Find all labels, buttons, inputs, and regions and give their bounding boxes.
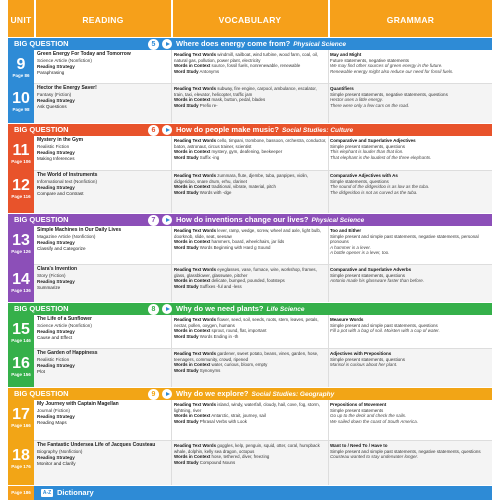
reading-strategy: Compare and Contrast (37, 190, 84, 196)
unit-row (8, 441, 492, 485)
grammar-example: Marisol is curious about her plant. (330, 362, 398, 368)
reading-text-words: zummara, flute, djembe, tuba, panpipes, violin, didgeridoo, snare drum, erhu, clarinet (174, 173, 309, 184)
vocab-label: Words in Context (174, 63, 211, 69)
grammar-description: Simple present statements, questions (330, 272, 406, 278)
header-reading: READING (82, 15, 124, 25)
unit-number-cell (8, 226, 34, 265)
vocab-label: Word Study (174, 244, 199, 250)
reading-genre: Fantasy (Fiction) (37, 91, 72, 97)
play-icon[interactable] (162, 304, 172, 314)
reading-cell (37, 138, 170, 162)
reading-title: Clara's Invention (37, 266, 78, 272)
reading-strategy-label: Reading Strategy (37, 414, 75, 420)
big-question-number: 5 (148, 39, 159, 50)
vocabulary-cell (174, 173, 327, 195)
big-question-text: Why do we need plants? (176, 304, 264, 313)
reading-text-words: windmill, sailboat, wind turbine, wood farm, coal, oil, natural gas, pollution, power plant, electricity (174, 52, 319, 63)
reading-genre: Story (Fiction) (37, 272, 66, 278)
reading-text-words: subway, fire engine, carpool, ambulance, escalator, train, taxi, elevator, helicopter, traffic jam (174, 86, 317, 97)
grammar-description: Simple present statements, questions (330, 356, 406, 362)
reading-title: The Life of a Sunflower (37, 316, 93, 322)
big-question-text: How do inventions change our lives? (176, 215, 309, 224)
grammar-cell (330, 402, 490, 424)
grammar-example: Antonio made his glassware faster than before. (330, 278, 425, 284)
reading-cell (37, 267, 170, 291)
vocab-label: Words in Context (174, 184, 211, 190)
vocab-label: Word Study (174, 459, 199, 465)
word-study: Compound Nouns (199, 459, 236, 465)
reading-cell (37, 317, 170, 341)
words-in-context: hammers, board, wheelchairs, jar lids (211, 239, 285, 245)
unit-number-cell (8, 171, 34, 213)
reading-strategy-label: Reading Strategy (37, 185, 75, 191)
vocab-label: Reading Text Words (174, 317, 217, 322)
reading-text-words: cello, timpani, trombone, bassoon, orchestra, conductor, baton, astronaut, circus trainer, scientist (174, 138, 327, 149)
vocab-label: Word Study (174, 68, 199, 74)
unit-page: Page 98 (12, 107, 30, 112)
reading-cell (37, 52, 170, 76)
reading-genre: Magazine Article (Nonfiction) (37, 233, 96, 239)
word-study: Suffixes -ful and -less (199, 283, 242, 289)
reading-title: Green Energy For Today and Tomorrow (37, 51, 131, 57)
big-question-label: BIG QUESTION (14, 389, 69, 398)
grammar-description: Simple present statements, questions (330, 143, 406, 149)
grammar-cell (330, 228, 490, 256)
unit-row (8, 50, 492, 84)
reading-strategy-label: Reading Strategy (37, 98, 75, 104)
vocabulary-cell (174, 228, 327, 250)
reading-cell (37, 443, 170, 467)
play-icon[interactable] (162, 125, 172, 135)
grammar-title: Comparative Adjectives with As (330, 173, 398, 178)
unit-number: 14 (12, 271, 30, 288)
reading-cell (37, 228, 170, 252)
vocab-label: Reading Text Words (174, 228, 217, 233)
unit-number-cell (8, 349, 34, 387)
vocabulary-cell (174, 86, 327, 108)
reading-strategy: Plot (37, 368, 45, 374)
grammar-example: A bottle opener is a lever, too. (330, 250, 390, 256)
vocab-label: Words in Context (174, 149, 211, 155)
big-question-text: How do people make music? (176, 125, 279, 134)
reading-strategy-label: Reading Strategy (37, 363, 75, 369)
word-study: Prefix re- (199, 102, 218, 108)
grammar-title: Prepositions of Movement (330, 402, 387, 407)
grammar-example: Renewable energy might also reduce our need for fossil fuels. (330, 68, 454, 74)
grammar-example: There were only a few cars on the road. (330, 102, 410, 108)
vocab-label: Words in Context (174, 362, 211, 368)
word-study: Synonyms (199, 367, 221, 373)
reading-genre: Informational text (Nonfiction) (37, 178, 97, 184)
reading-cell (37, 351, 170, 375)
grammar-cell (330, 351, 490, 368)
grammar-example: Hector uses a little energy. (330, 97, 383, 103)
content-area: Physical Science (311, 217, 365, 224)
grammar-title: May and Might (330, 52, 362, 57)
grammar-description: Simple present statements (330, 407, 384, 413)
vocabulary-cell (174, 52, 327, 74)
dictionary-label: Dictionary (57, 488, 94, 497)
vocab-label: Word Study (174, 189, 199, 195)
unit-number-cell (8, 265, 34, 302)
grammar-cell (330, 86, 490, 108)
grammar-example: Cousteau wanted to stay underwater longer. (330, 454, 419, 460)
grammar-cell (330, 317, 490, 334)
reading-title: The Garden of Happiness (37, 350, 98, 356)
vocab-label: Words in Context (174, 413, 211, 419)
grammar-example: Fill a pot with a bag of soil. Moisten with a cup of water. (330, 328, 440, 334)
vocab-label: Reading Text Words (174, 402, 217, 407)
grammar-title: Quantifiers (330, 86, 354, 91)
vocab-label: Reading Text Words (174, 351, 217, 356)
unit-row (8, 349, 492, 387)
unit-page: Page 156 (11, 372, 31, 377)
reading-genre: Realistic Fiction (37, 143, 70, 149)
vocab-label: Word Study (174, 102, 199, 108)
reading-strategy-label: Reading Strategy (37, 150, 75, 156)
word-study: Words Ending in -th (199, 333, 239, 339)
unit-number: 15 (12, 321, 30, 338)
unit-number-cell (8, 136, 34, 171)
unit-row (8, 226, 492, 265)
unit-number-cell (8, 315, 34, 349)
grammar-title: Comparative and Superlative Adjectives (330, 138, 416, 143)
unit-number-cell (8, 84, 34, 123)
unit-page: Page 126 (11, 249, 31, 254)
unit-row (8, 136, 492, 171)
grammar-title: Measure Words (330, 317, 364, 322)
reading-title: Mystery in the Gym (37, 137, 84, 143)
play-icon[interactable] (162, 389, 172, 399)
reading-cell (37, 402, 170, 426)
reading-genre: Journal (Fiction) (37, 407, 70, 413)
big-question-bar (8, 303, 492, 315)
play-icon[interactable] (162, 39, 172, 49)
grammar-description: Simple present and simple past statements, negative statements, questions (330, 448, 481, 454)
reading-text-words: gardener, sweet potato, beans, vines, garden, hose, teenagers, community, crowd, ripened (174, 351, 319, 362)
big-question-label: BIG QUESTION (14, 125, 69, 134)
unit-row (8, 84, 492, 123)
content-area: Social Studies: Geography (251, 391, 335, 398)
content-area: Social Studies: Culture (281, 127, 354, 134)
grammar-example: We may find other sources of green energy in the future. (330, 63, 443, 69)
words-in-context: sprout, round, flat, important (211, 328, 267, 334)
word-study: Words Beginning with Hard g Sound (199, 244, 271, 250)
vocab-label: Word Study (174, 333, 199, 339)
grammar-title: Comparative and Superlative Adverbs (330, 267, 412, 272)
dictionary-footer[interactable] (8, 486, 492, 500)
grammar-cell (330, 52, 490, 74)
unit-number: 16 (12, 355, 30, 372)
reading-strategy-label: Reading Strategy (37, 329, 75, 335)
vocabulary-cell (174, 138, 327, 160)
header-unit: UNIT (10, 15, 32, 25)
vocab-label: Words in Context (174, 278, 211, 284)
grammar-title: Want to / Need To / Have to (330, 443, 388, 448)
reading-strategy: Summarize (37, 284, 61, 290)
unit-number-cell (8, 400, 34, 441)
vocab-label: Words in Context (174, 239, 211, 245)
grammar-example: That elephant is the loudest of the three elephants. (330, 154, 432, 160)
words-in-context: delicate, bumped, pounded, footsteps (211, 278, 285, 284)
unit-page: Page 86 (12, 73, 30, 78)
word-study: Words with -dge (199, 189, 232, 195)
scope-and-sequence-page (8, 0, 492, 500)
word-study: Suffix -ing (199, 154, 220, 160)
reading-genre: Science Article (Nonfiction) (37, 57, 92, 63)
words-in-context: water, curious, bloom, empty (211, 362, 268, 368)
header-vocabulary: VOCABULARY (218, 15, 282, 25)
grammar-cell (330, 267, 490, 284)
words-in-context: Antarctic, strait, journey, sail (211, 413, 266, 419)
reading-cell (37, 173, 170, 197)
unit-page: Page 136 (11, 288, 31, 293)
content-area: Physical Science (293, 41, 346, 48)
big-question-number: 9 (148, 389, 159, 400)
vocab-label: Word Study (174, 154, 199, 160)
reading-strategy-label: Reading Strategy (37, 279, 75, 285)
unit-number: 10 (12, 90, 30, 107)
reading-strategy-label: Reading Strategy (37, 455, 75, 461)
vocab-label: Word Study (174, 283, 199, 289)
vocab-label: Reading Text Words (174, 173, 217, 178)
reading-text-words: flower, seed, soil, seeds, roots, stem, leaves, petals, nectar, pollen, oxygen, humans (174, 317, 319, 328)
unit-page: Page 166 (11, 423, 31, 428)
vocab-label: Words in Context (174, 454, 211, 460)
words-in-context: traditional, vibrate, material, pitch (211, 184, 276, 190)
grammar-example: Go up to the deck and check the sails. (330, 413, 407, 419)
grammar-description: Simple statements, questions (330, 178, 389, 184)
reading-cell (37, 86, 170, 110)
unit-row (8, 315, 492, 349)
grammar-title: Adjectives with Prepositions (330, 351, 392, 356)
reading-strategy-label: Reading Strategy (37, 64, 75, 70)
big-question-label: BIG QUESTION (14, 304, 69, 313)
reading-text-words: island, windy, waterfall, cloudy, hail, cove, fog, storm, lightning, river (174, 402, 320, 413)
unit-page: Page 176 (11, 464, 31, 469)
reading-title: Hector the Energy Saver! (37, 85, 97, 91)
reading-text-words: lever, ramp, wedge, screw, wheel and axle, light bulb, doorknob, slide, seat, seesaw (174, 228, 322, 239)
vocab-label: Reading Text Words (174, 86, 217, 91)
grammar-description: Future statements, negative statements (330, 57, 410, 63)
unit-number: 17 (12, 406, 30, 423)
grammar-description: Simple present statements, negative statements, questions (330, 91, 448, 97)
reading-genre: Biography (Nonfiction) (37, 448, 83, 454)
header-grammar: GRAMMAR (386, 15, 435, 25)
vocab-label: Words in Context (174, 97, 211, 103)
unit-page: Page 116 (11, 194, 31, 199)
reading-title: The Fantastic Undersea Life of Jacques Cousteau (37, 442, 156, 448)
unit-number-cell (8, 50, 34, 84)
grammar-cell (330, 173, 490, 195)
reading-title: Simple Machines in Our Daily Lives (37, 227, 122, 233)
grammar-example: The sound of the didgeridoo is as low as the tuba. (330, 184, 430, 190)
vocab-label: Reading Text Words (174, 443, 217, 448)
big-question-bar (8, 214, 492, 226)
vocab-label: Word Study (174, 418, 199, 424)
vocabulary-cell (174, 351, 327, 373)
vocab-label: Words in Context (174, 328, 211, 334)
words-in-context: hose, tethered, diver, freezing (211, 454, 270, 460)
reading-genre: Realistic Fiction (37, 356, 70, 362)
big-question-label: BIG QUESTION (14, 39, 69, 48)
words-in-context: mystery, gym, deafening, beekeeper (211, 149, 283, 155)
big-question-label: BIG QUESTION (14, 215, 69, 224)
grammar-example: A hammer is a lever. (330, 244, 371, 250)
vocab-label: Reading Text Words (174, 138, 217, 143)
big-question-number: 7 (148, 215, 159, 226)
grammar-description: Simple present and simple past statements, negative statements, personal pronouns (330, 233, 479, 245)
reading-strategy: Paraphrasing (37, 69, 65, 75)
words-in-context: source, fossil fuels, nonrenewable, renewable (211, 63, 301, 69)
grammar-example: We sailed down the coast of South America. (330, 418, 419, 424)
unit-number: 9 (16, 56, 26, 73)
grammar-example: The didgeridoo is not as curved as the tuba. (330, 189, 418, 195)
unit-number: 18 (12, 447, 30, 464)
big-question-bar (8, 124, 492, 136)
reading-strategy: Making Inferences (37, 155, 75, 161)
unit-row (8, 171, 492, 213)
big-question-number: 6 (148, 125, 159, 136)
unit-number: 12 (12, 177, 30, 194)
vocabulary-cell (174, 402, 327, 424)
reading-title: My Journey with Captain Magellan (37, 401, 119, 407)
unit-number-cell (8, 441, 34, 485)
big-question-bar (8, 388, 492, 400)
grammar-description: Simple present and simple past statements, questions (330, 322, 438, 328)
vocabulary-cell (174, 443, 327, 465)
unit-number: 13 (12, 232, 30, 249)
content-area: Life Science (266, 306, 305, 313)
big-question-number: 8 (148, 304, 159, 315)
reading-title: The World of Instruments (37, 172, 98, 178)
unit-row (8, 265, 492, 302)
big-question-bar (8, 38, 492, 50)
grammar-title: Too and Either (330, 228, 362, 233)
unit-page: Page 146 (11, 338, 31, 343)
grammar-example: This elephant is louder than that lion. (330, 149, 404, 155)
word-study: Antonyms (199, 68, 220, 74)
footer-page: Page 186 (8, 486, 34, 500)
reading-text-words: goggles, kelp, penguin, squid, otter, coral, humpback whale, dolphin, kelly sea dragon, octopus (174, 443, 320, 454)
reading-strategy: Reading Maps (37, 419, 67, 425)
reading-strategy: Classify and Categorize (37, 245, 86, 251)
reading-strategy: Ask Questions (37, 103, 67, 109)
big-question-text: Where does energy come from? (176, 39, 291, 48)
vocabulary-cell (174, 317, 327, 339)
vocabulary-cell (174, 267, 327, 289)
reading-text-words: eyeglasses, vase, furnace, wire, workshop, frames, glass, glassblower, glassware, pitcher (174, 267, 317, 278)
vocab-label: Word Study (174, 367, 199, 373)
vocab-label: Reading Text Words (174, 267, 217, 272)
grammar-cell (330, 443, 490, 460)
big-question-text: Why do we explore? (176, 389, 249, 398)
reading-strategy: Monitor and Clarify (37, 460, 76, 466)
reading-strategy: Cause and Effect (37, 334, 73, 340)
reading-genre: Science Article (Nonfiction) (37, 322, 92, 328)
reading-strategy-label: Reading Strategy (37, 240, 75, 246)
grammar-cell (330, 138, 490, 160)
table-header (8, 0, 492, 37)
unit-row (8, 400, 492, 441)
unit-page: Page 106 (11, 159, 31, 164)
unit-number: 11 (12, 142, 30, 159)
dictionary-icon: A-Z (42, 490, 52, 496)
play-icon[interactable] (162, 215, 172, 225)
words-in-context: mask, button, pedal, blades (211, 97, 266, 103)
vocab-label: Reading Text Words (174, 52, 217, 57)
word-study: Phrasal Verbs with Look (199, 418, 247, 424)
